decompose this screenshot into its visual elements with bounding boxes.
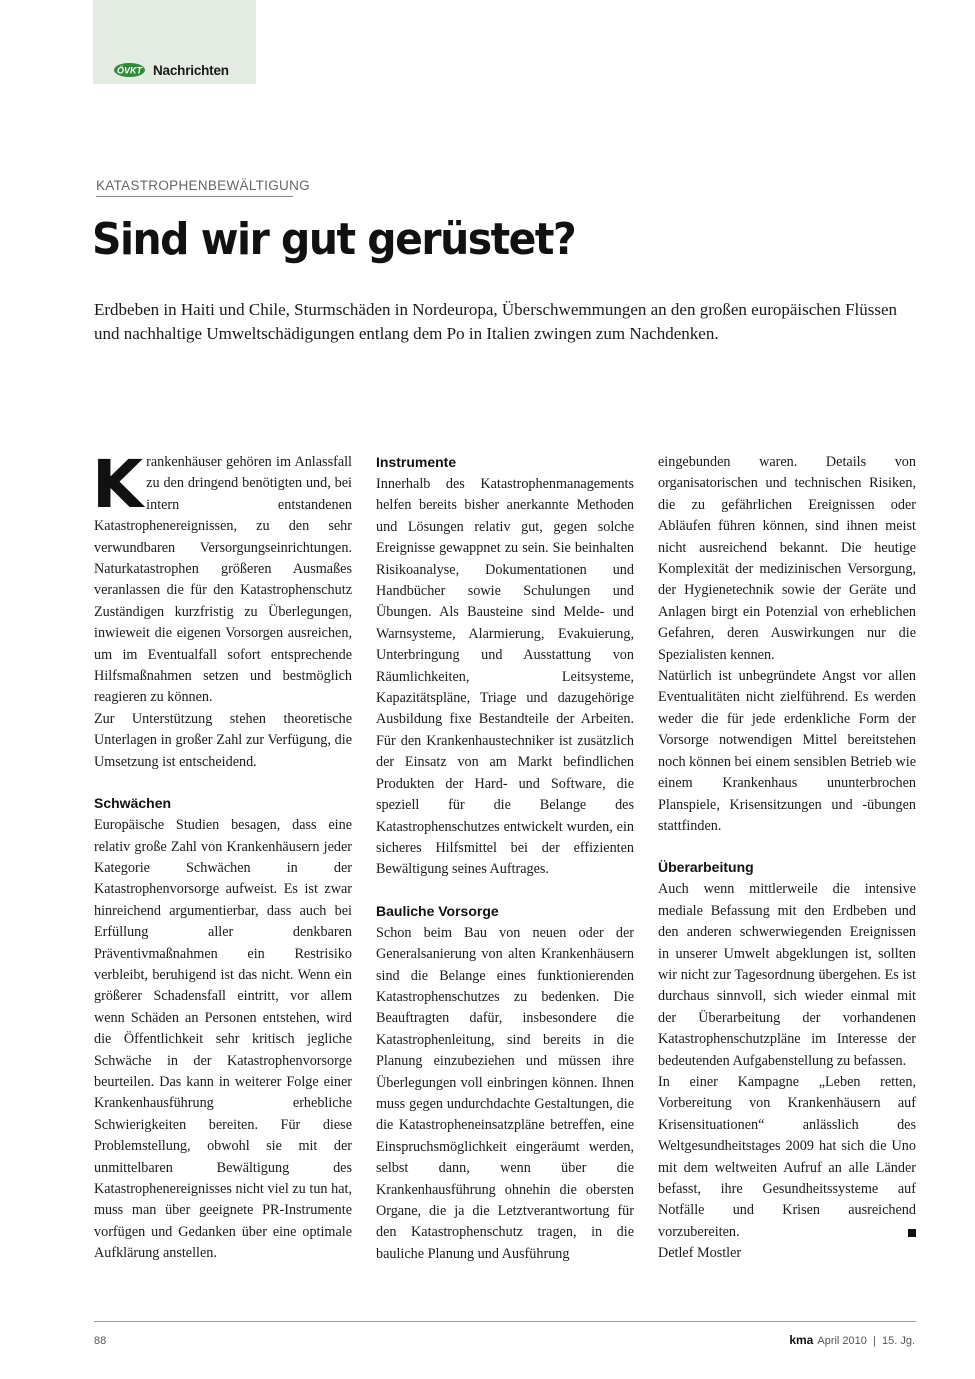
- magazine-name: kma: [789, 1333, 814, 1347]
- subheading-instrumente: Instrumente: [376, 454, 457, 470]
- paragraph: Zur Unterstützung stehen theoretische Unterlagen in großer Zahl zur Verfügung, die Umsetzung ist entscheidend.: [94, 710, 352, 770]
- footer-issue-info: [789, 1333, 915, 1347]
- page-number: 88: [94, 1335, 107, 1347]
- paragraph: Innerhalb des Katastrophenmanagements helfen bereits bisher anerkannte Methoden und Lösungen relativ gut, gegen solche Ereignisse gewappnet zu sein. Sie beinhalten Risikoanalyse, Dokumentationen und Handbücher sowie Schulungen und Übungen. Als Bausteine sind Melde- und Warnsysteme, Alarmierung, Evakuierung, Unterbringung und Ausstattung von Räumlichkeiten, Leitsysteme, Kapazitätspläne, Triage und dazugehörige Ausbildung fixe Bestandteile der Arbeiten. Für den Krankenhaustechniker ist zusätzlich der Einsatz von am Markt befindlichen Produkten der Hard- und Software, die speziell für die Belange des Katastrophenschutzes entwickelt wurden, ein sicheres Hilfsmittel bei der effizienten Bewältigung seines Auftrages.: [376, 476, 634, 878]
- end-of-article-square-icon: [908, 1229, 916, 1237]
- subheading-ueberarbeitung: Überarbeitung: [658, 859, 754, 876]
- text-column-3: [658, 452, 916, 1265]
- svg-text:ÖVKT: ÖVKT: [116, 65, 143, 76]
- drop-cap: K: [92, 446, 144, 523]
- subheading-schwaechen: Schwächen: [94, 795, 172, 812]
- oevkt-logo: [113, 62, 146, 78]
- kicker-underline: [96, 196, 293, 197]
- paragraph: eingebunden waren. Details von organisatorischen und technischen Risiken, die zu gefährlichen Ereignissen oder Abläufen führen können, sind ihnen meist nicht ausreichend bekannt. Die heutige Komplexität der medizinischen Versorgung, der Hygienetechnik sowie der Geräte und Anlagen birgt ein Potenzial von erheblichen Gefahren, deren Auswirkungen nur die Spezialisten kennen.: [658, 454, 916, 663]
- text-column-1: [92, 446, 352, 1265]
- paragraph: Europäische Studien besagen, dass eine relativ große Zahl von Krankenhäusern jeder Kategorie Schwächen in der Katastrophenvorsorge aufweist. Es ist zwar hinreichend argumentierbar, dass auch bei Erfüllung aller denkbaren Präventivmaßnahmen ein Restrisiko verbleibt, beruhigend ist das nicht. Wenn ein größerer Schadensfall eintritt, vor allem wenn Schäden an Personen entstehen, wird die Öffentlichkeit sehr kritisch jegliche Schwäche in der Katastrophenvorsorge beurteilen. Das kann in weiterer Folge einer Krankenhausführung erhebliche Schwierigkeiten bereiten. Für diese Problemstellung, obwohl sie mit der unmittelbaren Bewältigung des Katastrophenereignisses nicht viel zu tun hat, muss man über geeignete PR-Instrumente vorfügen und Gedanken über eine optimale Aufklärung anstellen.: [94, 817, 352, 1262]
- paragraph: [658, 1072, 916, 1243]
- paragraph: [92, 446, 352, 709]
- paragraph: Auch wenn mittlerweile die intensive mediale Befassung mit den Erdbeben und den anderen schwerwiegenden Ereignissen in unserer Umwelt abgeklungen ist, sollten wir nicht zur Tagesordnung übergehen. Es ist durchaus sinnvoll, sich wieder einmal mit der Überarbeitung der vorhandenen Katastrophenschutzpläne im Interesse der bedeutenden Aufgabenstellung zu befassen.: [658, 881, 916, 1069]
- article-kicker: KATASTROPHENBEWÄLTIGUNG: [96, 178, 310, 193]
- section-header-tab: [93, 0, 256, 84]
- paragraph-text: rankenhäuser gehören im Anlassfall zu den dringend benötigten und, bei intern entstandenen Katastrophenereignissen, zu den sehr verwundbaren Versorgungseinrichtungen. Naturkatastrophen größeren Ausmaßes veranlassen die für den Katastrophenschutz Zuständigen kurzfristig zu Überlegungen, inwieweit die eigenen Vorsorgen ausreichen, um im Eventualfall sofort entsprechende Hilfsmaßnahmen setzen und bestmöglich reagieren zu können.: [94, 454, 352, 706]
- subheading-bauliche-vorsorge: Bauliche Vorsorge: [376, 902, 499, 919]
- paragraph-text: In einer Kampagne „Leben retten, Vorbereitung von Krankenhäusern auf Krisensituationen“ anlässlich des Weltgesundheitstages 2009 hat sich die Uno mit dem weltweiten Aufruf an alle Länder befasst, ihre Gesundheitssysteme auf Notfälle und Krisen ausreichend vorzubereiten.: [658, 1073, 916, 1240]
- paragraph: Natürlich ist unbegründete Angst vor allen Eventualitäten nicht zielführend. Es werden weder die für jede erdenkliche Form der Vorsorge notwendigen Mittel bereitstehen noch können bei einem sensiblen Betrieb wie einem Krankenhaus ununterbrochen Planspiele, Krisensitzungen und -übungen stattfinden.: [658, 668, 916, 834]
- paragraph: Schon beim Bau von neuen oder der Generalsanierung von alten Krankenhäusern sind die Belange eines funktionierenden Katastrophenschutzes zu bedenken. Die Beauftragten dafür, insbesondere die Katastrophenleitung, sind bereits in die Planung einzubeziehen und müssen ihre Überlegungen voll einbringen können. Ihnen muss gegen undurchdachte Gestaltungen, die die Katastropheneinsatzpläne betreffen, eine Einspruchsmöglichkeit eingeräumt werden, selbst dann, wenn über die Krankenhausführung ohnehin die obersten Organe, die ja die Letztverantwortung für den Katastrophenschutz tragen, in die bauliche Planung und Ausführung: [376, 924, 634, 1262]
- issue-date: April 2010 | 15. Jg.: [817, 1335, 915, 1347]
- section-name: Nachrichten: [153, 63, 229, 78]
- author-name: Detlef Mostler: [658, 1245, 742, 1262]
- text-column-2: [376, 452, 634, 1265]
- footer-divider: [94, 1321, 916, 1322]
- article-title: Sind wir gut gerüstet?: [92, 214, 576, 265]
- article-lead: Erdbeben in Haiti und Chile, Sturmschäden in Nordeuropa, Überschwemmungen an den großen europäischen Flüssen und nachhaltige Umweltschädigungen entlang dem Po in Italien zwingen zum Nachdenken.: [94, 300, 898, 343]
